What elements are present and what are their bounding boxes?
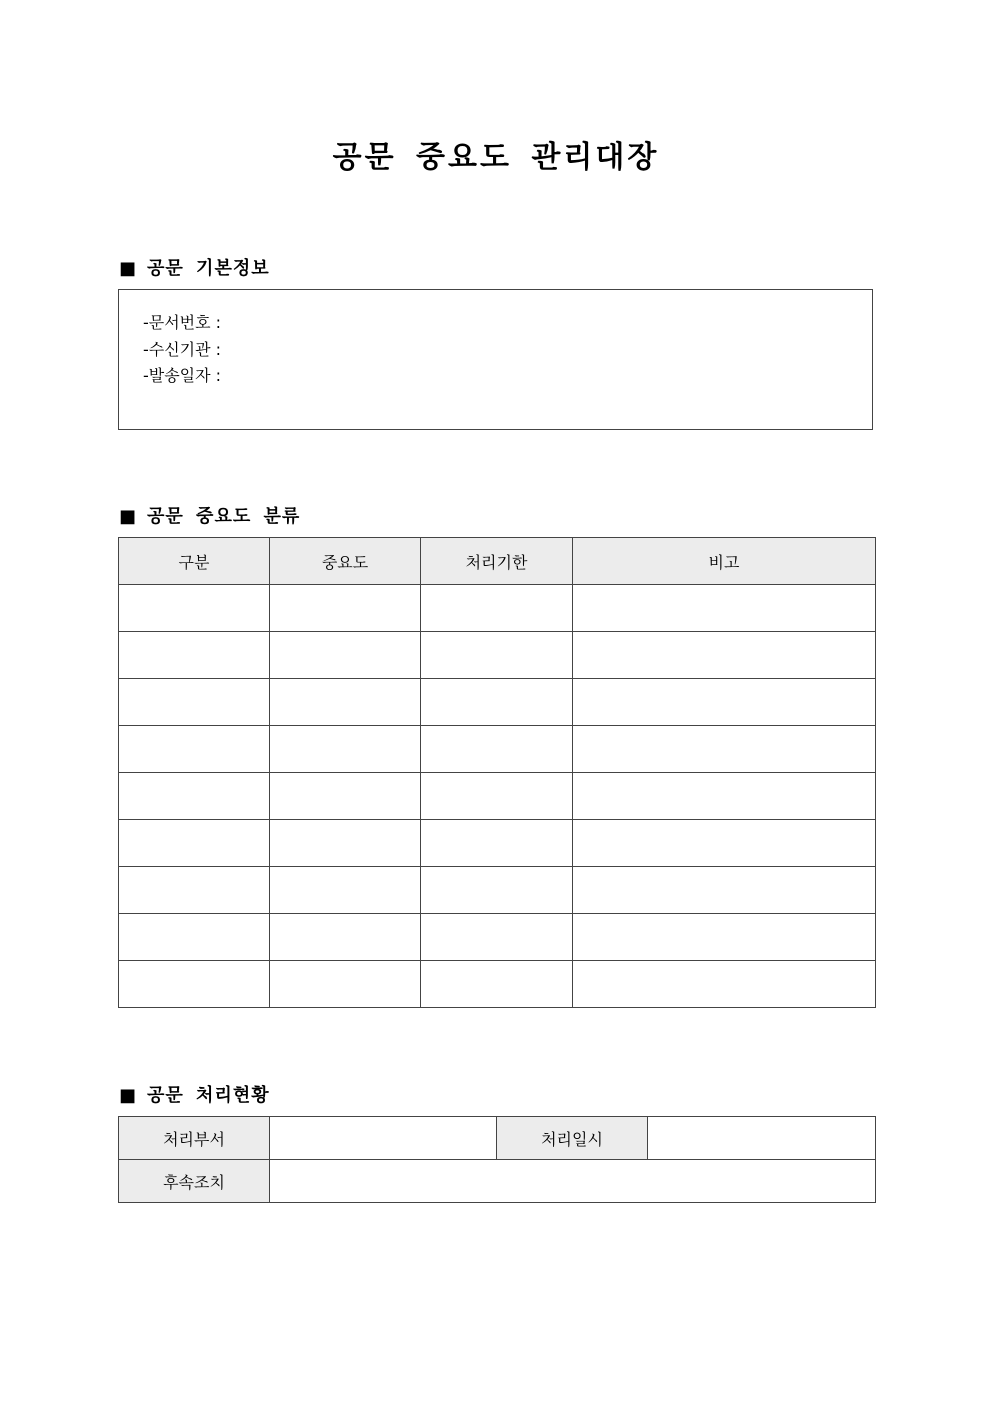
section-title: 공문 중요도 분류 — [147, 506, 301, 527]
section-basic-info-heading — [119, 254, 270, 280]
section-processing-heading — [119, 1081, 270, 1107]
column-header-remarks: 비고 — [573, 538, 876, 585]
section-title: 공문 처리현황 — [147, 1085, 270, 1106]
category-cell[interactable] — [119, 914, 270, 961]
importance-cell[interactable] — [270, 632, 421, 679]
table-row — [119, 632, 876, 679]
deadline-cell[interactable] — [421, 961, 573, 1008]
table-row — [119, 914, 876, 961]
table-row — [119, 679, 876, 726]
column-header-deadline: 처리기한 — [421, 538, 573, 585]
section-title: 공문 기본정보 — [147, 258, 270, 279]
deadline-cell[interactable] — [421, 726, 573, 773]
remarks-cell[interactable] — [573, 820, 876, 867]
importance-cell[interactable] — [270, 867, 421, 914]
deadline-cell[interactable] — [421, 820, 573, 867]
importance-cell[interactable] — [270, 773, 421, 820]
classification-table-body — [119, 585, 876, 1008]
importance-cell[interactable] — [270, 914, 421, 961]
table-row — [119, 961, 876, 1008]
send-date-field[interactable]: -발송일자 : — [143, 366, 222, 385]
table-row — [119, 820, 876, 867]
processing-dept-cell[interactable] — [270, 1117, 497, 1160]
category-cell[interactable] — [119, 820, 270, 867]
importance-cell[interactable] — [270, 726, 421, 773]
processing-date-cell[interactable] — [648, 1117, 876, 1160]
table-row — [119, 867, 876, 914]
deadline-cell[interactable] — [421, 632, 573, 679]
classification-table — [118, 537, 876, 1008]
deadline-cell[interactable] — [421, 585, 573, 632]
category-cell[interactable] — [119, 632, 270, 679]
followup-action-label: 후속조치 — [119, 1160, 270, 1203]
remarks-cell[interactable] — [573, 914, 876, 961]
column-header-category: 구분 — [119, 538, 270, 585]
remarks-cell[interactable] — [573, 773, 876, 820]
importance-cell[interactable] — [270, 961, 421, 1008]
table-header-row — [119, 538, 876, 585]
category-cell[interactable] — [119, 679, 270, 726]
category-cell[interactable] — [119, 961, 270, 1008]
deadline-cell[interactable] — [421, 679, 573, 726]
page-title: 공문 중요도 관리대장 — [332, 140, 660, 175]
remarks-cell[interactable] — [573, 585, 876, 632]
table-row — [119, 1160, 876, 1203]
deadline-cell[interactable] — [421, 867, 573, 914]
square-bullet-icon: ■ — [119, 258, 138, 279]
table-row — [119, 726, 876, 773]
column-header-importance: 중요도 — [270, 538, 421, 585]
processing-dept-label: 처리부서 — [119, 1117, 270, 1160]
category-cell[interactable] — [119, 773, 270, 820]
table-row — [119, 773, 876, 820]
processing-date-label: 처리일시 — [497, 1117, 648, 1160]
category-cell[interactable] — [119, 585, 270, 632]
square-bullet-icon: ■ — [119, 506, 138, 527]
importance-cell[interactable] — [270, 820, 421, 867]
followup-action-cell[interactable] — [270, 1160, 876, 1203]
remarks-cell[interactable] — [573, 961, 876, 1008]
category-cell[interactable] — [119, 726, 270, 773]
remarks-cell[interactable] — [573, 679, 876, 726]
document-number-field[interactable]: -문서번호 : — [143, 313, 222, 332]
square-bullet-icon: ■ — [119, 1085, 138, 1106]
table-row — [119, 1117, 876, 1160]
processing-status-table — [118, 1116, 876, 1203]
remarks-cell[interactable] — [573, 726, 876, 773]
receiving-agency-field[interactable]: -수신기관 : — [143, 339, 222, 359]
importance-cell[interactable] — [270, 679, 421, 726]
basic-info-box — [118, 289, 873, 430]
remarks-cell[interactable] — [573, 632, 876, 679]
deadline-cell[interactable] — [421, 773, 573, 820]
section-classification-heading — [119, 502, 300, 528]
table-row — [119, 585, 876, 632]
importance-cell[interactable] — [270, 585, 421, 632]
category-cell[interactable] — [119, 867, 270, 914]
deadline-cell[interactable] — [421, 914, 573, 961]
remarks-cell[interactable] — [573, 867, 876, 914]
